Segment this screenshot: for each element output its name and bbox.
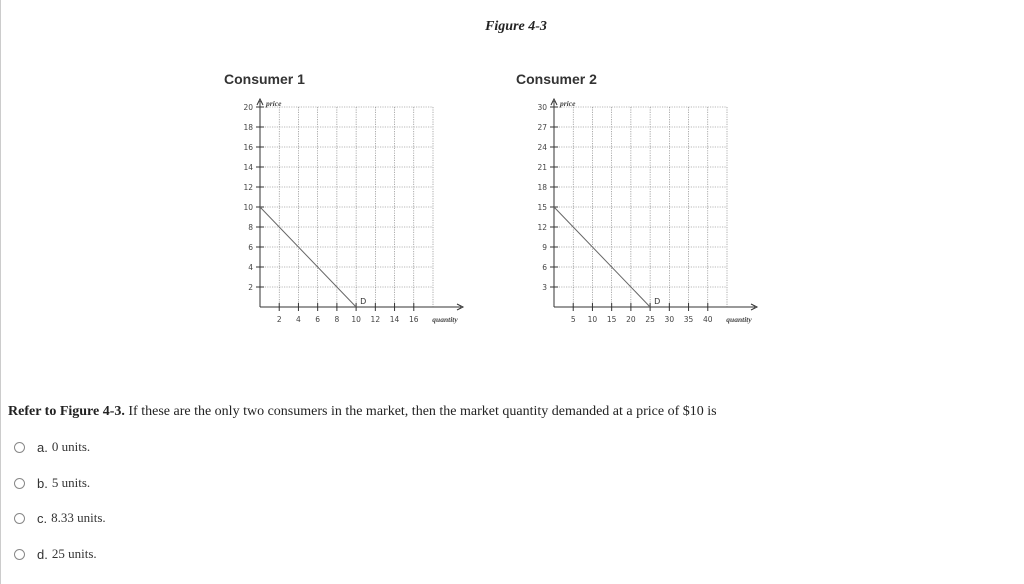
x-tick-label: 12	[370, 315, 381, 324]
y-tick-label: 10	[243, 203, 253, 212]
option-d[interactable]	[14, 546, 97, 562]
x-tick-label: 25	[645, 315, 655, 324]
figure-title: Figure 4-3	[485, 19, 547, 34]
option-a[interactable]	[14, 439, 90, 455]
x-tick-label: 10	[351, 315, 361, 324]
x-axis-label: quantity	[432, 315, 458, 324]
y-tick-label: 12	[537, 223, 547, 232]
x-tick-label: 5	[570, 315, 576, 324]
option-c[interactable]	[14, 510, 106, 526]
option-text: 5 units.	[51, 475, 91, 490]
x-tick-label: 10	[587, 315, 598, 324]
option-text: 25 units.	[51, 546, 97, 561]
x-tick-label: 30	[664, 315, 675, 324]
option-letter: b.	[37, 475, 48, 491]
demand-curve	[260, 207, 356, 307]
y-tick-label: 20	[243, 103, 253, 112]
radio-icon[interactable]	[14, 478, 25, 489]
y-tick-label: 3	[542, 283, 547, 292]
option-b[interactable]	[14, 475, 90, 491]
y-tick-label: 14	[243, 163, 253, 172]
x-tick-label: 20	[626, 315, 636, 324]
y-tick-label: 8	[248, 223, 253, 232]
radio-icon[interactable]	[14, 513, 25, 524]
option-text: 8.33 units.	[51, 510, 106, 525]
x-tick-label: 14	[389, 315, 400, 324]
x-tick-label: 2	[276, 315, 282, 324]
option-letter: c.	[37, 510, 48, 526]
y-tick-label: 12	[243, 183, 253, 192]
x-tick-label: 6	[315, 315, 321, 324]
consumer-1-chart	[228, 94, 488, 334]
y-tick-label: 30	[537, 103, 547, 112]
y-tick-label: 2	[248, 283, 253, 292]
y-tick-label: 18	[243, 123, 253, 132]
x-tick-label: 16	[409, 315, 419, 324]
y-tick-label: 6	[248, 243, 253, 252]
y-tick-label: 27	[537, 123, 547, 132]
y-tick-label: 15	[537, 203, 547, 212]
question-text	[8, 404, 717, 420]
x-axis-label: quantity	[726, 315, 752, 324]
y-tick-label: 16	[243, 143, 253, 152]
radio-icon[interactable]	[14, 549, 25, 560]
y-tick-label: 24	[537, 143, 547, 152]
x-tick-label: 15	[606, 315, 617, 324]
y-axis-label: price	[560, 99, 576, 108]
y-axis-label: price	[266, 99, 282, 108]
demand-curve	[554, 207, 650, 307]
consumer-1-title: Consumer 1	[224, 71, 305, 87]
y-tick-label: 6	[542, 263, 547, 272]
question-body: If these are the only two consumers in the market, then the market quantity demanded at a price of $10 is	[124, 404, 717, 419]
x-tick-label: 8	[334, 315, 340, 324]
y-tick-label: 4	[248, 263, 253, 272]
option-letter: a.	[37, 439, 48, 455]
y-tick-label: 18	[537, 183, 547, 192]
radio-icon[interactable]	[14, 442, 25, 453]
consumer-2-chart	[522, 94, 782, 334]
demand-curve-label: D	[654, 297, 661, 306]
x-tick-label: 4	[296, 315, 301, 324]
x-tick-label: 40	[703, 315, 713, 324]
consumer-2-title: Consumer 2	[516, 71, 597, 87]
demand-curve-label: D	[360, 297, 367, 306]
page-left-border	[0, 0, 1, 584]
question-reference: Refer to Figure 4-3.	[8, 404, 125, 419]
x-tick-label: 35	[683, 315, 694, 324]
option-text: 0 units.	[51, 439, 91, 454]
y-tick-label: 21	[537, 163, 547, 172]
option-letter: d.	[37, 546, 48, 562]
y-tick-label: 9	[542, 243, 547, 252]
